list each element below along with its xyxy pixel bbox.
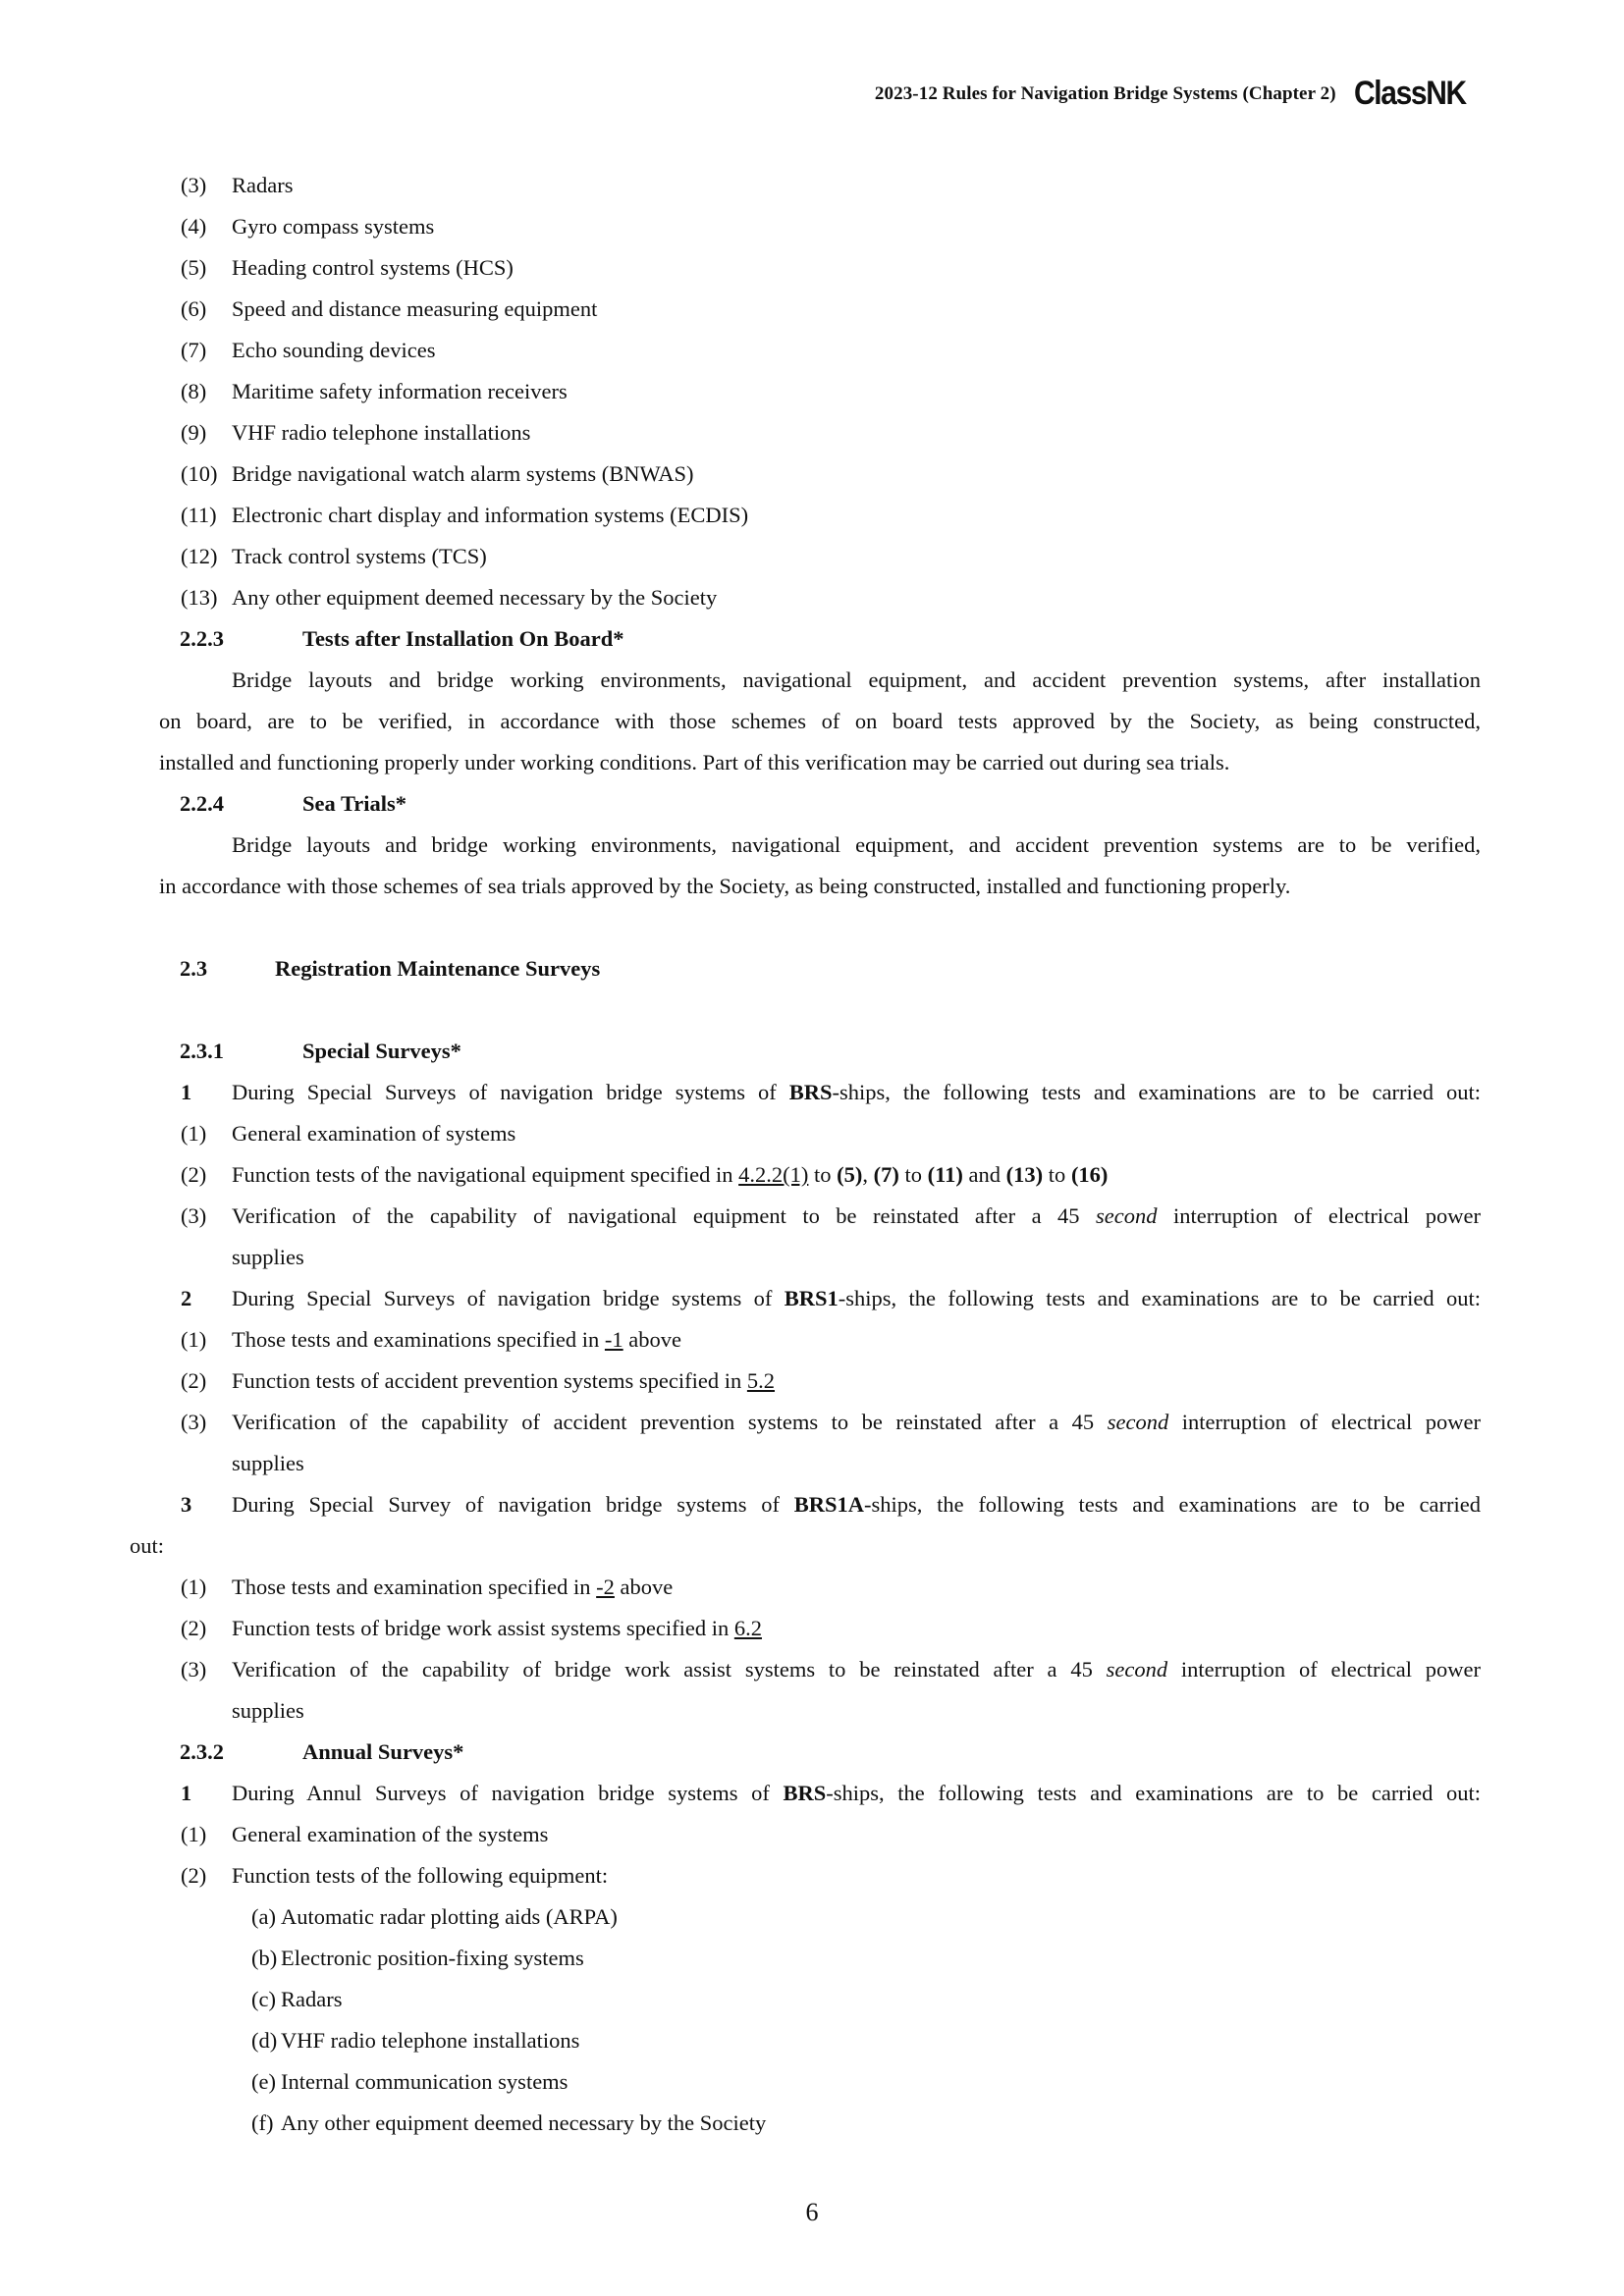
list-item: (3) Verification of the capability of bridge work assist systems to be reinstated after a 45 second interruption of electrical power [181,1657,1481,1682]
reference-link[interactable]: 6.2 [733,1616,762,1640]
section-heading-2-2-3: 2.2.3 Tests after Installation On Board* [180,626,624,651]
list-item: (4) Gyro compass systems [181,214,435,239]
reference-link[interactable]: 4.2.2(1) [738,1162,809,1187]
paragraph-line: Bridge layouts and bridge working environments, navigational equipment, and accident prevention systems are to be verified, [232,832,1481,857]
sub-list-item: (c) Radars [251,1987,343,2011]
list-item: (3) Verification of the capability of navigational equipment to be reinstated after a 45 second interruption of electrical power [181,1203,1481,1228]
list-item: (9) VHF radio telephone installations [181,420,531,445]
paragraph-line: in accordance with those schemes of sea trials approved by the Society, as being constructed, installed and functioning properly. [159,874,1291,898]
reference-link[interactable]: -2 [596,1575,615,1599]
list-item: (1) General examination of systems [181,1121,516,1146]
reference-link[interactable]: -1 [604,1327,623,1352]
document-body [0,165,1624,2144]
list-item: (6) Speed and distance measuring equipment [181,296,598,321]
list-item: (11) Electronic chart display and information systems (ECDIS) [181,503,749,527]
section-heading-2-3-1: 2.3.1 Special Surveys* [180,1039,461,1063]
sub-list-item: (d) VHF radio telephone installations [251,2028,580,2053]
list-item: (1) Those tests and examinations specified in -1 above [181,1327,682,1352]
sub-list-item: (b) Electronic position-fixing systems [251,1946,584,1970]
list-item: (3) Radars [181,173,294,197]
list-item-continuation: supplies [232,1698,304,1723]
list-item: (2) Function tests of the navigational equipment specified in 4.2.2(1) to (5), (7) to (11) and (13) to (16) [181,1162,1109,1187]
list-item: (7) Echo sounding devices [181,338,436,362]
list-item: (2) Function tests of the following equipment: [181,1863,609,1888]
sub-list-item: (f) Any other equipment deemed necessary by the Society [251,2110,767,2135]
section-heading-2-2-4: 2.2.4 Sea Trials* [180,791,407,816]
list-item-continuation: supplies [232,1245,304,1269]
paragraph-line: on board, are to be verified, in accordance with those schemes of on board tests approved by the Society, as being constructed, [159,709,1481,733]
classnk-logo: ClassNK [1353,75,1466,112]
numbered-paragraph: 3 During Special Survey of navigation bridge systems of BRS1A-ships, the following tests and examinations are to be carried [181,1492,1481,1517]
list-item: (8) Maritime safety information receivers [181,379,568,403]
page-header [875,75,1481,113]
paragraph-continuation: out: [130,1533,165,1558]
list-item: (12) Track control systems (TCS) [181,544,487,568]
list-item: (5) Heading control systems (HCS) [181,255,514,280]
list-item: (2) Function tests of bridge work assist systems specified in 6.2 [181,1616,762,1640]
list-item: (2) Function tests of accident prevention systems specified in 5.2 [181,1368,776,1393]
spacer [0,907,1624,948]
section-heading-2-3-2: 2.3.2 Annual Surveys* [180,1739,464,1764]
list-item-continuation: supplies [232,1451,304,1475]
list-item: (1) General examination of the systems [181,1822,549,1846]
paragraph-line: installed and functioning properly under working conditions. Part of this verification may be carried out during sea trials. [159,750,1230,774]
list-item: (1) Those tests and examination specified in -2 above [181,1575,674,1599]
sub-list-item: (a) Automatic radar plotting aids (ARPA) [251,1904,618,1929]
sub-list-item: (e) Internal communication systems [251,2069,568,2094]
list-item: (3) Verification of the capability of accident prevention systems to be reinstated after a 45 second interruption of electrical power [181,1410,1481,1434]
list-item: (10) Bridge navigational watch alarm systems (BNWAS) [181,461,694,486]
numbered-paragraph: 2 During Special Surveys of navigation bridge systems of BRS1-ships, the following tests and examinations are to be carried out: [181,1286,1481,1310]
page-number: 6 [805,2198,819,2226]
spacer [0,989,1624,1031]
numbered-paragraph: 1 During Special Surveys of navigation bridge systems of BRS-ships, the following tests and examinations are to be carried out: [181,1080,1481,1104]
list-item: (13) Any other equipment deemed necessary by the Society [181,585,718,610]
paragraph-line: Bridge layouts and bridge working environments, navigational equipment, and accident prevention systems, after installation [232,667,1481,692]
numbered-paragraph: 1 During Annul Surveys of navigation bridge systems of BRS-ships, the following tests and examinations are to be carried out: [181,1781,1481,1805]
reference-link[interactable]: 5.2 [746,1368,776,1393]
header-title: 2023-12 Rules for Navigation Bridge Systems (Chapter 2) [874,82,1336,104]
section-heading-2-3: 2.3 Registration Maintenance Surveys [180,956,601,981]
